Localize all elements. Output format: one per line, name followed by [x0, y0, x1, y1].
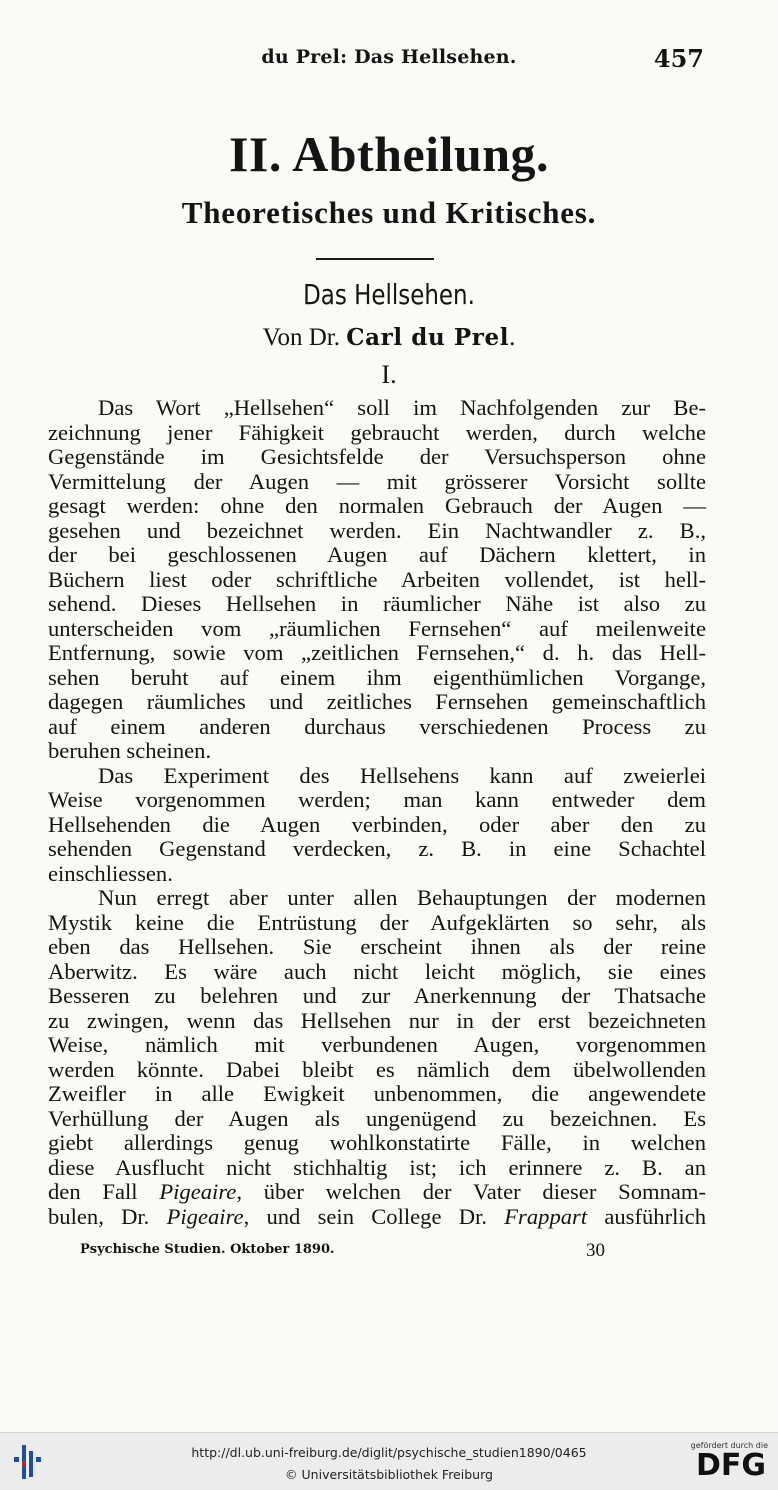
text-line: Hellsehenden die Augen verbinden, oder aber den zu — [48, 811, 706, 837]
running-head-title: du Prel: Das Hellsehen. — [261, 46, 517, 68]
paragraph-2 — [48, 764, 706, 887]
name-pigeaire: Pigeaire — [166, 1203, 244, 1229]
running-head — [0, 42, 778, 78]
text-line: sehend. Dieses Hellsehen in räumlicher Nähe ist also zu — [48, 591, 706, 616]
section-title: II. Abtheilung. — [228, 126, 550, 182]
text-line: Entfernung, sowie vom „zeitlichen Fernsehen,“ d. h. das Hell- — [48, 640, 706, 665]
text-line: eben das Hellsehen. Sie erscheint ihnen als der reine — [48, 934, 706, 959]
text-line: Aberwitz. Es wäre auch nicht leicht möglich, sie eines — [48, 958, 706, 984]
section-subtitle: Theoretisches und Kritisches. — [181, 195, 597, 230]
text-line: werden könnte. Dabei bleibt es nämlich dem übelwollenden — [48, 1056, 706, 1082]
text-line — [48, 1180, 706, 1205]
text-line — [48, 1205, 706, 1230]
text-run: den Fall — [48, 1179, 160, 1204]
paragraph-3 — [48, 886, 706, 1229]
permalink-url[interactable]: http://dl.ub.uni-freiburg.de/diglit/psychische_studien1890/0465 — [191, 1445, 587, 1460]
page-footer — [80, 1242, 620, 1264]
text-line: Das Experiment des Hellsehens kann auf zweierlei — [98, 762, 706, 788]
text-line: zu zwingen, wenn das Hellsehen nur in der erst bezeichneten — [48, 1007, 706, 1033]
paragraph-1 — [48, 396, 706, 764]
text-line: diese Ausflucht nicht stichhaltig ist; ich erinnere z. B. an — [48, 1154, 706, 1180]
journal-imprint: Psychische Studien. Oktober 1890. — [80, 1242, 335, 1257]
text-line: Büchern liest oder schriftliche Arbeiten vollendet, ist hell- — [48, 566, 706, 592]
article-title: Das Hellsehen. — [303, 278, 475, 311]
article-body — [48, 396, 706, 1229]
byline-suffix: . — [509, 324, 516, 351]
title-divider — [316, 258, 434, 260]
text-line: giebt allerdings genug wohlkonstatirte Fälle, in welchen — [48, 1130, 706, 1155]
text-line: Vermittelung der Augen — mit grösserer Vorsicht sollte — [48, 468, 706, 494]
text-line: zeichnung jener Fähigkeit gebraucht werden, durch welche — [48, 419, 706, 445]
text-line: beruhen scheinen. — [48, 738, 212, 763]
text-line: Nun erregt aber unter allen Behauptungen der modernen — [98, 885, 706, 910]
text-line: Weise, nämlich mit verbundenen Augen, vorgenommen — [48, 1032, 706, 1057]
name-frappart: Frappart — [504, 1203, 588, 1229]
sponsor-note: gefördert durch die — [690, 1441, 768, 1450]
text-run: , über welchen der Vater dieser Somnam- — [236, 1179, 706, 1204]
part-number: I. — [381, 360, 397, 389]
text-line: Mystik keine die Entrüstung der Aufgeklärten so sehr, als — [48, 909, 706, 935]
text-line: Gegenstände im Gesichtsfelde der Versuchsperson ohne — [48, 444, 706, 469]
text-line: gesagt werden: ohne den normalen Gebrauch der Augen — — [48, 493, 706, 518]
text-line: auf einem anderen durchaus verschiedenen Process zu — [48, 713, 706, 739]
text-line: einschliessen. — [48, 860, 173, 886]
text-line: Das Wort „Hellsehen“ soll im Nachfolgenden zur Be- — [98, 395, 706, 420]
page-number: 457 — [653, 44, 704, 73]
byline — [0, 324, 778, 352]
copyright-notice: © Universitätsbibliothek Freiburg — [285, 1467, 493, 1482]
viewer-bar — [0, 1432, 778, 1490]
text-line: sehenden Gegenstand verdecken, z. B. in eine Schachtel — [48, 836, 706, 861]
text-run: ausführlich — [587, 1203, 706, 1229]
text-line: Besseren zu belehren und zur Anerkennung der Thatsache — [48, 983, 706, 1008]
text-run: , und sein College Dr. — [243, 1203, 505, 1229]
text-line: dagegen räumliches und zeitliches Fernsehen gemeinschaftlich — [48, 689, 706, 714]
byline-prefix: Von Dr. — [262, 324, 340, 351]
text-line: unterscheiden vom „räumlichen Fernsehen“ auf meilenweite — [48, 615, 706, 641]
text-line: Weise vorgenommen werden; man kann entweder dem — [48, 787, 706, 812]
text-line: sehen beruht auf einem ihm eigenthümlichen Vorgange, — [48, 664, 706, 690]
text-line: Verhüllung der Augen als ungenügend zu bezeichnen. Es — [48, 1105, 706, 1131]
text-line: Zweifler in alle Ewigkeit unbenommen, die angewendete — [48, 1081, 706, 1106]
signature-mark: 30 — [586, 1240, 605, 1261]
author-name: Carl du Prel — [346, 324, 510, 351]
text-line: gesehen und bezeichnet werden. Ein Nachtwandler z. B., — [48, 517, 706, 543]
text-run: bulen, Dr. — [48, 1203, 167, 1229]
dfg-logo: DFG — [695, 1448, 766, 1483]
text-line: der bei geschlossenen Augen auf Dächern klettert, in — [48, 542, 706, 567]
name-pigeaire: Pigeaire — [159, 1179, 237, 1204]
